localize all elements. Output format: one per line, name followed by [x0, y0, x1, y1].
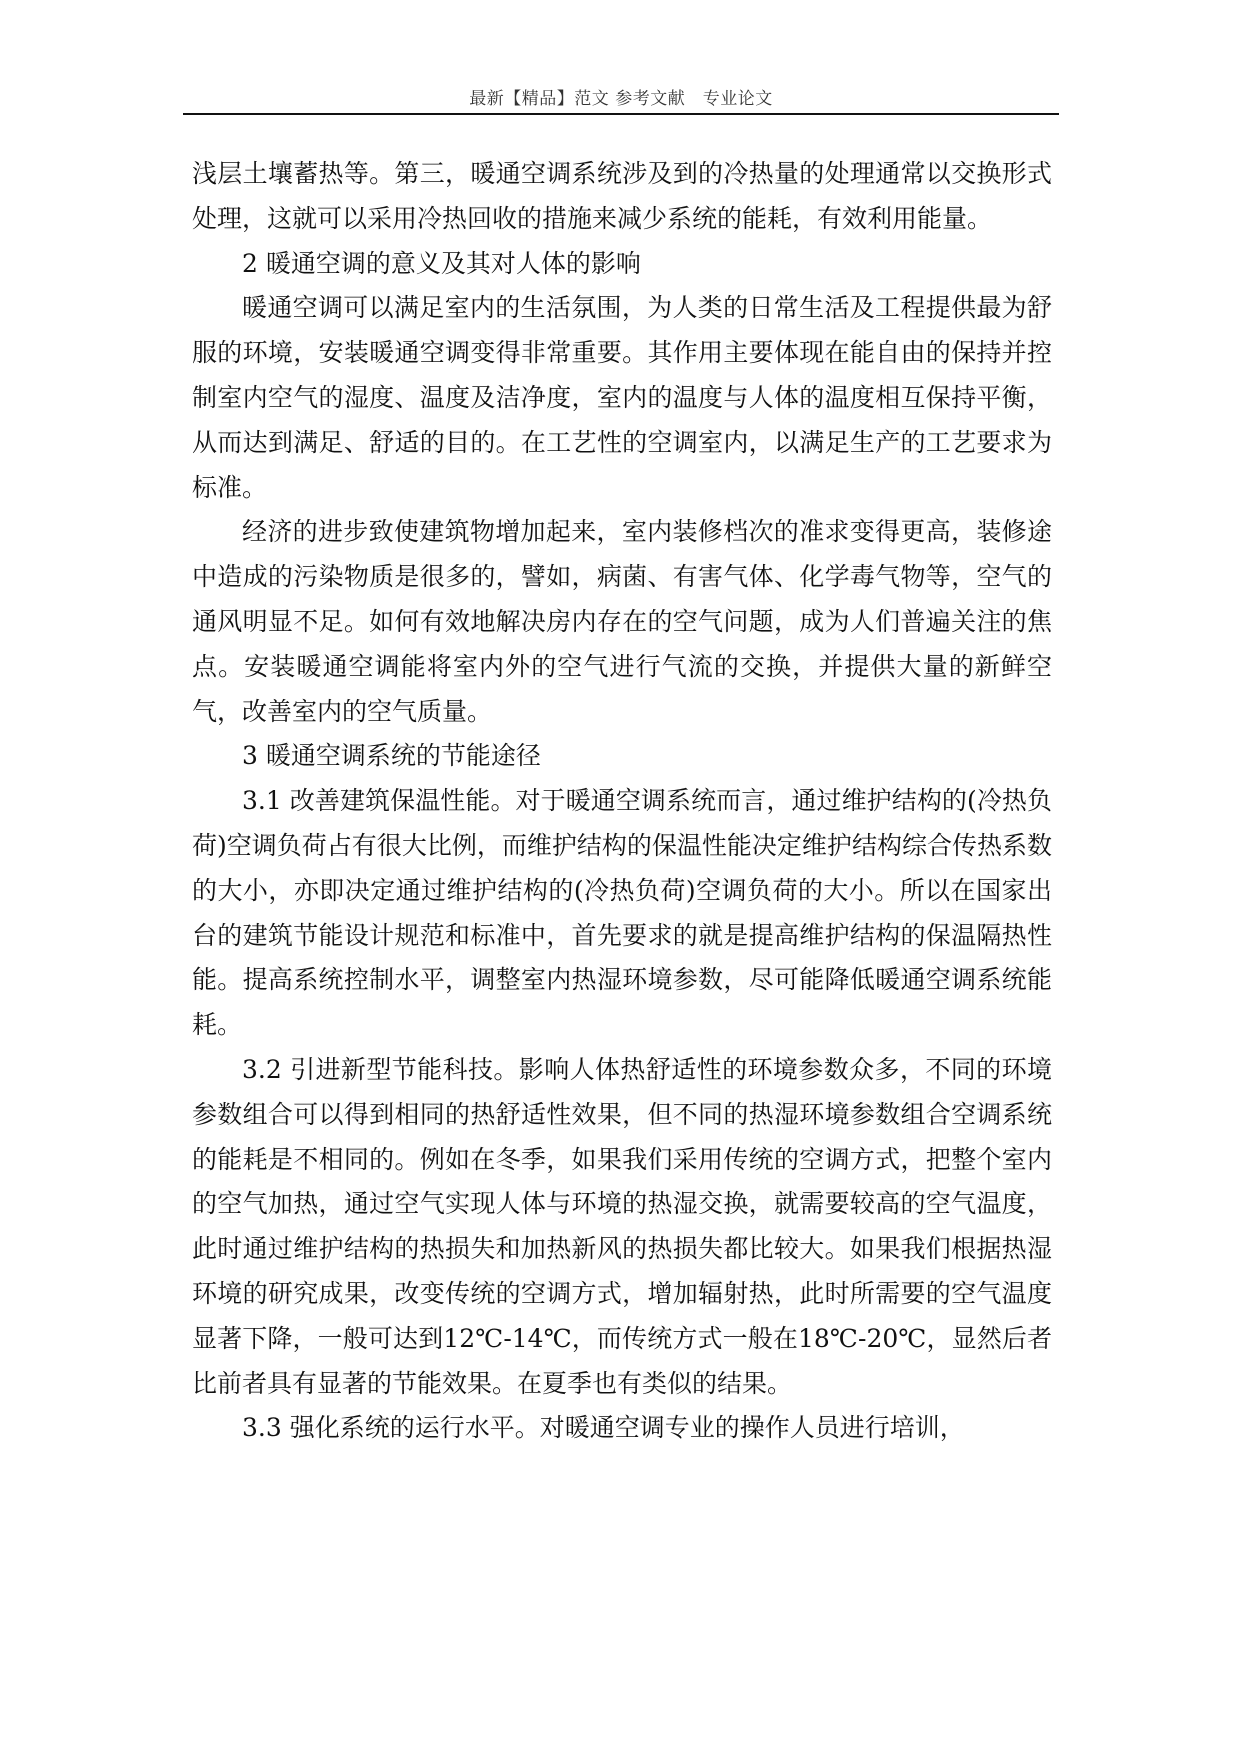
paragraph: 经济的进步致使建筑物增加起来，室内装修档次的准求变得更高，装修途中造成的污染物质是很多的，譬如，病菌、有害气体、化学毒气物等，空气的通风明显不足。如何有效地解决房内存在的空气问题，成为人们普遍关注的焦点。安装暖通空调能将室内外的空气进行气流的交换，并提供大量的新鲜空气，改善室内的空气质量。: [192, 517, 1052, 726]
page-header: 最新【精品】范文 参考文献 专业论文: [469, 89, 773, 109]
section-heading-2: 2 暖通空调的意义及其对人体的影响: [242, 248, 641, 278]
document-body: [192, 152, 1052, 1451]
section-heading-3: 3 暖通空调系统的节能途径: [242, 741, 541, 771]
paragraph-3-1: 3.1 改善建筑保温性能。对于暖通空调系统而言，通过维护结构的(冷热负荷)空调负荷占有很大比例，而维护结构的保温性能决定维护结构综合传热系数的大小，亦即决定通过维护结构的(冷热负荷)空调负荷的大小。所以在国家出台的建筑节能设计规范和标准中，首先要求的就是提高维护结构的保温隔热性能。提高系统控制水平，调整室内热湿环境参数，尽可能降低暖通空调系统能耗。: [192, 786, 1052, 1040]
paragraph-3-3: 3.3 强化系统的运行水平。对暖通空调专业的操作人员进行培训，: [242, 1413, 965, 1443]
paragraph-continued: 浅层土壤蓄热等。第三，暖通空调系统涉及到的冷热量的处理通常以交换形式处理，这就可以采用冷热回收的措施来减少系统的能耗，有效利用能量。: [192, 159, 1052, 233]
paragraph-3-2: 3.2 引进新型节能科技。影响人体热舒适性的环境参数众多，不同的环境参数组合可以得到相同的热舒适性效果，但不同的热湿环境参数组合空调系统的能耗是不相同的。例如在冬季，如果我们采用传统的空调方式，把整个室内的空气加热，通过空气实现人体与环境的热湿交换，就需要较高的空气温度，此时通过维护结构的热损失和加热新风的热损失都比较大。如果我们根据热湿环境的研究成果，改变传统的空调方式，增加辐射热，此时所需要的空气温度显著下降，一般可达到12℃-14℃，而传统方式一般在18℃-20℃，显然后者比前者具有显著的节能效果。在夏季也有类似的结果。: [192, 1054, 1052, 1398]
paragraph: 暖通空调可以满足室内的生活氛围，为人类的日常生活及工程提供最为舒服的环境，安装暖通空调变得非常重要。其作用主要体现在能自由的保持并控制室内空气的湿度、温度及洁净度，室内的温度与人体的温度相互保持平衡，从而达到满足、舒适的目的。在工艺性的空调室内，以满足生产的工艺要求为标准。: [192, 293, 1052, 502]
header-divider: [183, 113, 1059, 115]
